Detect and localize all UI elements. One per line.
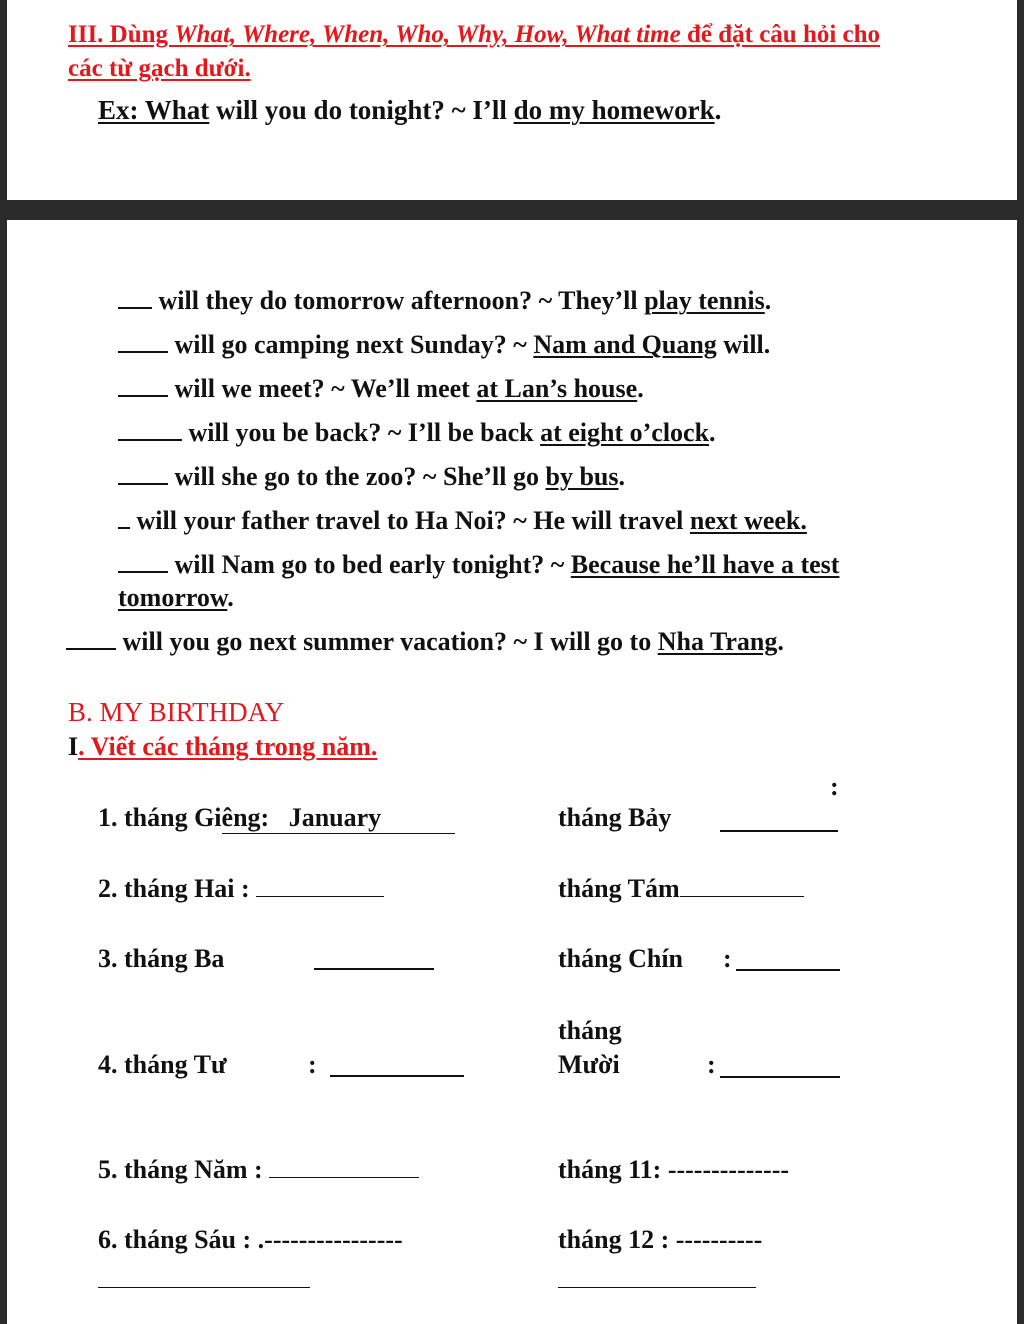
answer-blank[interactable] <box>66 626 116 650</box>
month-11: tháng 11: -------------- <box>558 1155 790 1184</box>
answer-blank[interactable] <box>118 417 182 441</box>
section-b-title: B. MY BIRTHDAY <box>68 697 285 727</box>
page-main <box>7 220 1017 1324</box>
answer-blank[interactable] <box>269 1155 419 1178</box>
question-2: will go camping next Sunday? ~ Nam and Quang will. <box>118 329 770 360</box>
month-7: tháng Bảy <box>558 803 672 832</box>
month-12: tháng 12 : ---------- <box>558 1225 763 1254</box>
month-6: 6. tháng Sáu : .---------------- <box>98 1225 403 1254</box>
answer-blank[interactable] <box>118 329 168 353</box>
question-3: will we meet? ~ We’ll meet at Lan’s house. <box>118 373 644 404</box>
page-top <box>7 0 1017 200</box>
month-4: 4. tháng Tư <box>98 1050 227 1079</box>
question-6: will your father travel to Ha Noi? ~ He will travel next week. <box>118 505 807 536</box>
question-7-continued: tomorrow. <box>118 583 234 612</box>
question-4: will you be back? ~ I’ll be back at eight o’clock. <box>118 417 716 448</box>
month-5: 5. tháng Năm : <box>98 1155 419 1185</box>
answer-blank[interactable] <box>118 461 168 485</box>
section3-title-line1: III. Dùng What, Where, When, Who, Why, How, What time để đặt câu hỏi cho <box>68 21 881 48</box>
section-b-subtitle: I. Viết các tháng trong năm. <box>68 732 378 761</box>
answer-blank[interactable] <box>118 373 168 397</box>
answer-blank[interactable] <box>118 285 152 309</box>
section3-title-line2: các từ gạch dưới. <box>68 55 251 82</box>
stray-colon: : <box>830 772 839 801</box>
answer-blank[interactable] <box>256 874 384 897</box>
answer-blank[interactable] <box>118 505 130 529</box>
month-9: tháng Chín <box>558 944 683 973</box>
answer-blank[interactable] <box>720 830 838 832</box>
month-3: 3. tháng Ba <box>98 944 225 973</box>
question-7: will Nam go to bed early tonight? ~ Because he’ll have a test <box>118 549 839 580</box>
example-label: Ex: What <box>98 95 210 125</box>
month-4-colon: : <box>308 1050 317 1079</box>
month-1: 1. tháng Giêng: January <box>98 803 455 834</box>
answer-blank[interactable] <box>118 549 168 573</box>
answer-blank[interactable] <box>720 1076 840 1078</box>
question-5: will she go to the zoo? ~ She’ll go by bus. <box>118 461 625 492</box>
question-8: will you go next summer vacation? ~ I will go to Nha Trang. <box>66 626 784 657</box>
month-10-line2: Mười <box>558 1050 620 1079</box>
month-10: tháng <box>558 1016 622 1045</box>
answer-blank[interactable] <box>736 969 840 971</box>
answer-blank[interactable] <box>98 1287 310 1288</box>
answer-blank[interactable] <box>558 1287 756 1288</box>
month-2: 2. tháng Hai : <box>98 874 384 904</box>
answer-blank[interactable] <box>314 968 434 970</box>
question-1: will they do tomorrow afternoon? ~ They’ll play tennis. <box>118 285 771 316</box>
month-10-colon: : <box>707 1050 716 1079</box>
example-line: Ex: What will you do tonight? ~ I’ll do my homework. <box>98 95 722 125</box>
month-8: tháng Tám <box>558 874 804 904</box>
answer-blank[interactable] <box>680 874 804 897</box>
answer-blank[interactable] <box>330 1075 464 1077</box>
month-9-colon: : <box>723 944 732 973</box>
